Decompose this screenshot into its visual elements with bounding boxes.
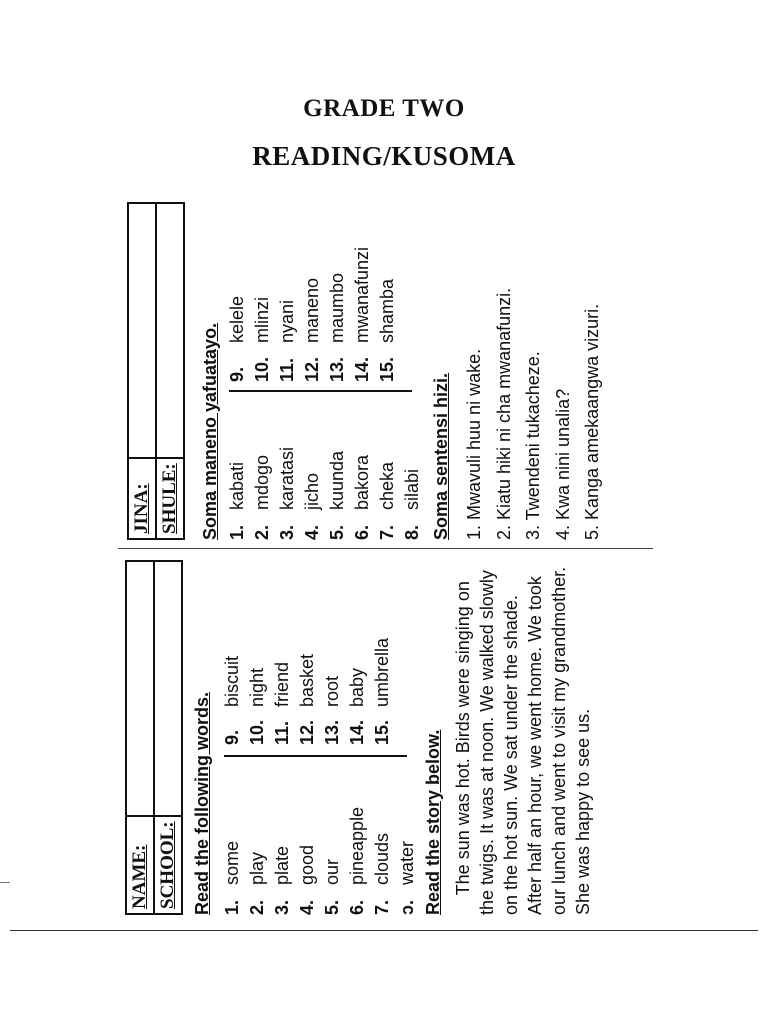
word-item: basket [297,653,317,707]
kiswahili-sentences [460,288,608,540]
section-divider [118,548,653,549]
word-item: mwanafunzi [352,246,372,343]
word-row [350,202,375,540]
english-panel [120,560,618,915]
name-field[interactable] [126,561,154,816]
word-number: 1. [222,899,242,915]
title-subject: READING/KUSOMA [252,141,516,171]
word-number: 6. [347,899,367,915]
word-item: umbrella [372,637,392,707]
word-row [250,202,275,540]
word-number: 10. [247,719,267,745]
word-number: 8. [402,524,422,540]
word-row [395,560,420,915]
word-number: 2. [252,524,272,540]
word-item: our [322,858,342,885]
word-item: biscuit [222,655,242,707]
word-number: ɔ. [397,899,417,915]
word-item: plate [272,845,292,885]
sentence-line: 3. Twendeni tukacheze. [523,351,543,540]
word-row [320,560,345,915]
word-item: root [322,675,342,707]
story-line: on the hot sun. We sat under the shade. [501,595,521,915]
word-row [220,560,245,915]
word-row [225,202,250,540]
word-row [245,560,270,915]
word-number: 2. [247,899,267,915]
word-item: kuunda [327,450,347,510]
word-item: some [222,840,242,885]
story-line: our lunch and went to visit my grandmother. [549,566,569,915]
word-number: 10. [252,356,272,382]
english-story-heading: Read the story below. [423,729,443,915]
word-number: 3. [272,899,292,915]
word-number: 6. [352,524,372,540]
word-item: baby [347,667,367,707]
word-number: 13. [322,719,342,745]
word-row [375,202,400,540]
kiswahili-word-list [225,202,425,540]
word-item: friend [272,661,292,707]
word-item: shamba [377,278,397,343]
word-row [370,560,395,915]
word-item: silabi [402,468,422,510]
story-line: After half an hour, we went home. We took [525,576,545,915]
kiswahili-id-table [127,202,185,540]
sentence-line: 4. Kwa nini unalia? [552,388,573,540]
word-item: maneno [302,277,322,343]
word-number: 11. [277,357,297,382]
word-item: mlinzi [252,296,272,343]
word-item: bakora [352,454,372,510]
word-row [325,202,350,540]
word-number: 15. [377,356,397,382]
word-number: 1. [227,524,247,540]
word-item: nyani [277,299,297,343]
kiswahili-words-heading: Soma maneno yafuatayo. [200,322,220,540]
school-label: SCHOOL: [154,816,182,914]
shule-field[interactable] [156,203,184,458]
word-number: 9. [227,366,247,382]
name-label: NAME: [126,816,154,914]
word-number: 9. [222,729,242,745]
word-item: pineapple [347,806,367,885]
english-id-table [125,560,183,915]
sentence-line: 2. Kiatu hiki ni cha mwanafunzi. [493,287,514,540]
word-item: kabati [227,461,247,510]
kiswahili-sentences-heading: Soma sentensi hizi. [431,372,451,540]
word-item: good [297,844,317,885]
word-number: 7. [372,899,392,915]
jina-field[interactable] [128,203,156,458]
word-row [270,560,295,915]
title-grade: GRADE TWO [303,95,465,122]
word-number: 5. [322,899,342,915]
word-item: water [397,840,417,885]
shule-label: SHULE: [156,458,184,539]
kiswahili-panel [122,202,652,540]
word-number: 14. [347,719,367,745]
word-item: maumbo [327,272,347,343]
word-number: 12. [302,356,322,382]
english-story [451,567,595,915]
word-number: 14. [352,356,372,382]
word-number: 5. [327,524,347,540]
word-row [300,202,325,540]
word-row [295,560,320,915]
story-line: The sun was hot. Birds were singing on [453,581,473,915]
word-number: 4. [302,524,322,540]
word-item: kelele [227,295,247,343]
english-words-heading: Read the following words. [192,691,212,915]
story-line: She was happy to see us. [573,708,593,915]
word-number: 4. [297,899,317,915]
word-number: 12. [297,719,317,745]
word-item: play [247,851,267,885]
english-word-list [220,560,420,915]
story-line: the twigs. It was at noon. We walked slowly [477,570,497,915]
scan-mark [0,882,10,883]
sentence-line: 1. Mwavuli huu ni wake. [464,348,484,540]
word-item: jicho [302,472,322,510]
word-row [275,202,300,540]
word-number: 3. [277,524,297,540]
jina-label: JINA: [128,458,156,539]
page-bottom-rule [10,930,758,931]
word-number: 15. [372,719,392,745]
word-number: 11. [272,720,292,745]
word-item: night [247,667,267,707]
word-number: 13. [327,356,347,382]
word-item: cheka [377,461,397,510]
school-field[interactable] [154,561,182,816]
word-row [400,202,425,540]
word-item: karatasi [277,446,297,510]
sentence-line: 5. Kanga amekaangwa vizuri. [582,303,602,540]
word-row [345,560,370,915]
word-item: mdogo [252,454,272,510]
word-number: 7. [377,524,397,540]
word-item: clouds [372,832,392,885]
